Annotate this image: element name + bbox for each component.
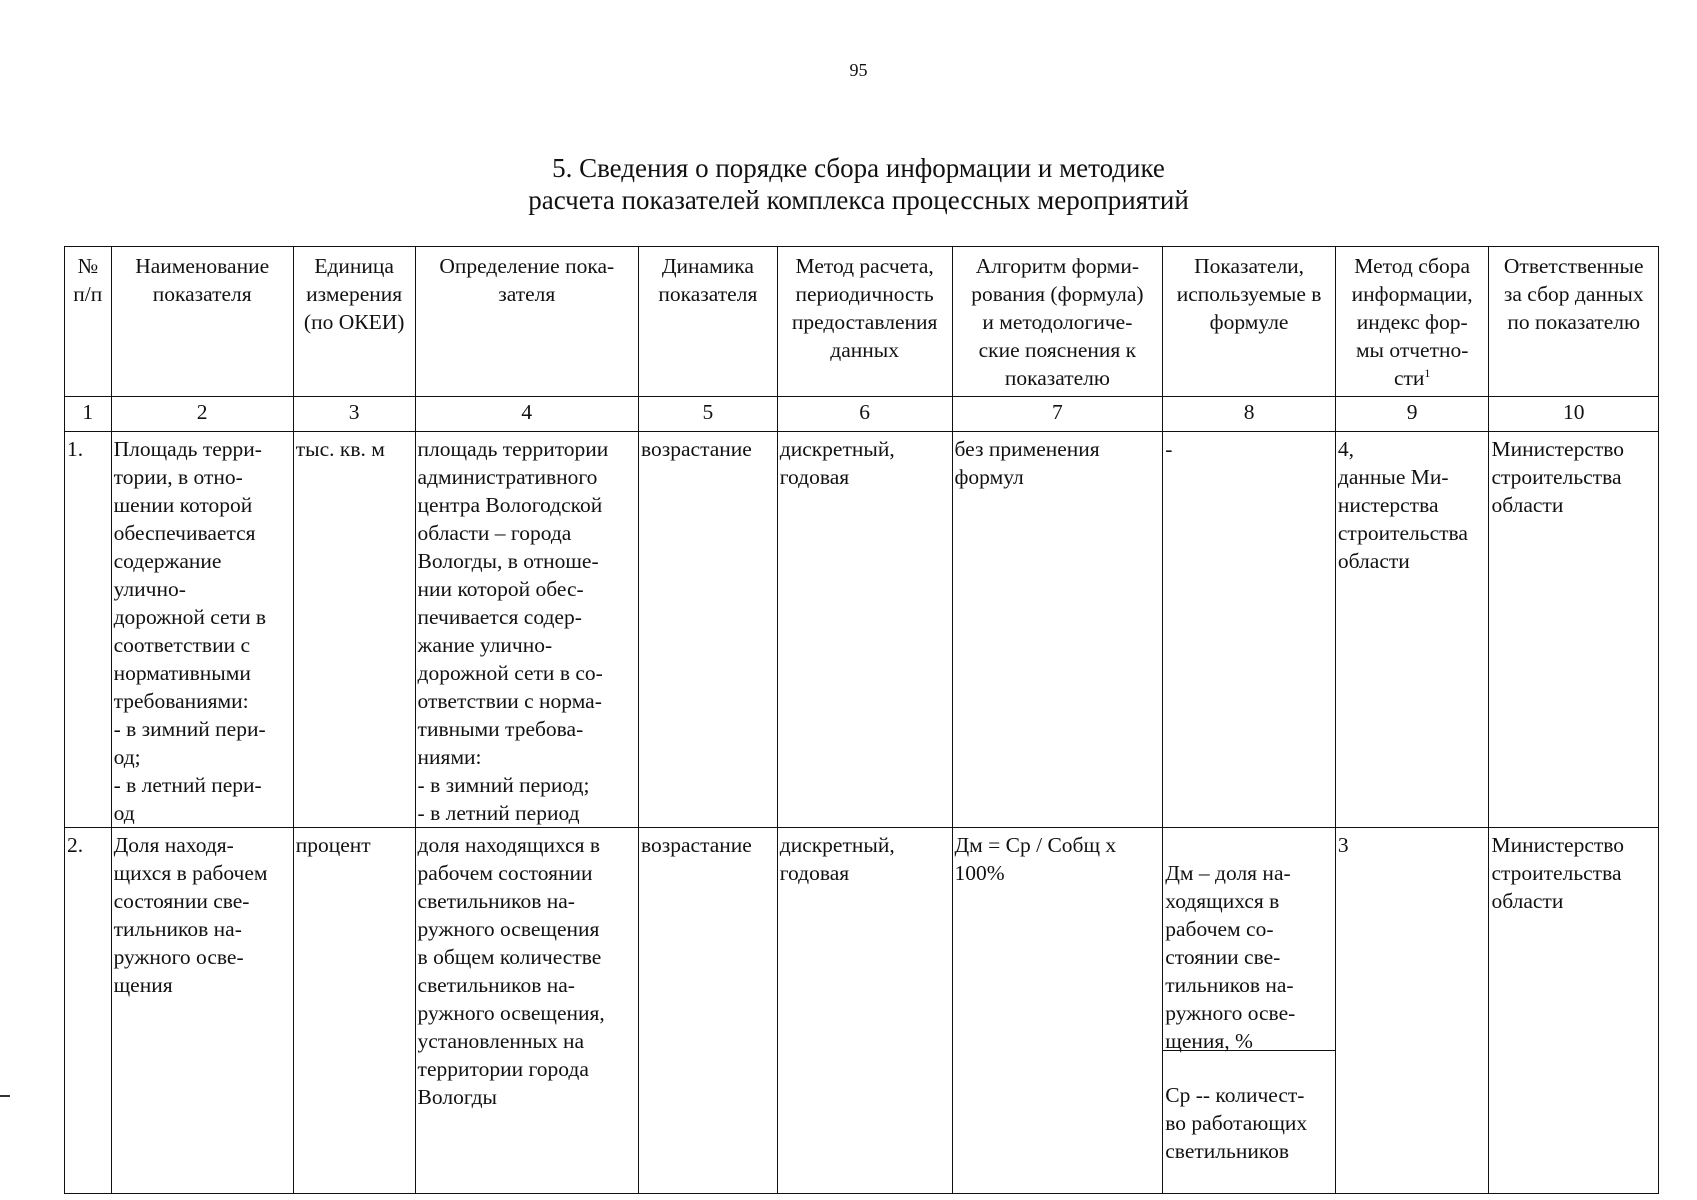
column-number: 4 — [415, 397, 638, 432]
indicator-dynamics: возрастание — [639, 828, 778, 1194]
header-cell-method: Метод расчета, периодичность предоставления данных — [777, 247, 952, 397]
header-cell-collection — [1335, 247, 1489, 397]
header-cell-definition: Определение пока- зателя — [415, 247, 638, 397]
formula-indicator-sr: Ср -- количест- во работающих светильников — [1165, 1083, 1308, 1163]
column-number: 9 — [1335, 397, 1489, 432]
responsible-body: Министерство строительства области — [1489, 432, 1659, 828]
calculation-algorithm: без применения формул — [952, 432, 1163, 828]
page-number: 95 — [849, 60, 868, 80]
indicator-unit: процент — [293, 828, 415, 1194]
collection-method: 4, данные Ми- нистерства строительства области — [1335, 432, 1489, 828]
footnote-mark: 1 — [1424, 365, 1431, 380]
header-cell-num: № п/п — [65, 247, 112, 397]
column-number: 1 — [65, 397, 112, 432]
indicator-name: Площадь терри- тории, в отно- шении которой обеспечивается содержание улично- дорожной сети в соответствии с нормативными требованиями: - в зимний пери- од; - в летний пери- од — [111, 432, 293, 828]
header-cell-dynamics: Динамика показателя — [639, 247, 778, 397]
calculation-method: дискретный, годовая — [777, 432, 952, 828]
header-cell-algorithm: Алгоритм форми- рования (формула) и методологиче- ские пояснения к показателю — [952, 247, 1163, 397]
header-cell-indicators: Показатели, используемые в формуле — [1163, 247, 1336, 397]
header-cell-unit: Единица измерения (по ОКЕИ) — [293, 247, 415, 397]
column-number: 5 — [639, 397, 778, 432]
collection-method: 3 — [1335, 828, 1489, 1194]
indicator-name: Доля находя- щихся в рабочем состоянии све- тильников на- ружного осве- щения — [111, 828, 293, 1194]
table-row — [65, 828, 1659, 1194]
formula-indicators — [1163, 828, 1336, 1194]
column-number: 2 — [111, 397, 293, 432]
margin-mark — [0, 1095, 10, 1097]
table-header-row — [65, 247, 1659, 397]
indicator-unit: тыс. кв. м — [293, 432, 415, 828]
header-collection-text: Метод сбора информации, индекс фор- мы отчетно- сти — [1351, 254, 1473, 390]
title-line-2: расчета показателей комплекса процессных мероприятий — [528, 185, 1189, 215]
column-number-row — [65, 397, 1659, 432]
column-number: 8 — [1163, 397, 1336, 432]
document-title — [340, 152, 1377, 216]
header-cell-responsible: Ответственные за сбор данных по показателю — [1489, 247, 1659, 397]
indicators-table — [64, 246, 1659, 1194]
title-line-1: 5. Сведения о порядке сбора информации и методике — [552, 153, 1165, 183]
indicator-definition: доля находящихся в рабочем состоянии светильников на- ружного освещения в общем количестве светильников на- ружного освещения, установленных на территории города Вологды — [415, 828, 638, 1194]
indicator-definition: площадь территории административного центра Вологодской области – города Вологды, в отноше- нии которой обес- печивается содер- жание улично- дорожной сети в со- ответствии с норма- тивными требова- ниями: - в зимний период; - в летний период — [415, 432, 638, 828]
formula-indicator-dm: Дм – доля на- ходящихся в рабочем со- стоянии све- тильников на- ружного осве- щения, % — [1163, 856, 1335, 1051]
column-number: 3 — [293, 397, 415, 432]
calculation-algorithm: Дм = Ср / Собщ х 100% — [952, 828, 1163, 1194]
column-number: 6 — [777, 397, 952, 432]
row-number: 1. — [65, 432, 112, 828]
table-row — [65, 432, 1659, 828]
formula-indicators: - — [1163, 432, 1336, 828]
header-cell-name: Наименование показателя — [111, 247, 293, 397]
row-number: 2. — [65, 828, 112, 1194]
column-number: 10 — [1489, 397, 1659, 432]
responsible-body: Министерство строительства области — [1489, 828, 1659, 1194]
indicator-dynamics: возрастание — [639, 432, 778, 828]
column-number: 7 — [952, 397, 1163, 432]
calculation-method: дискретный, годовая — [777, 828, 952, 1194]
